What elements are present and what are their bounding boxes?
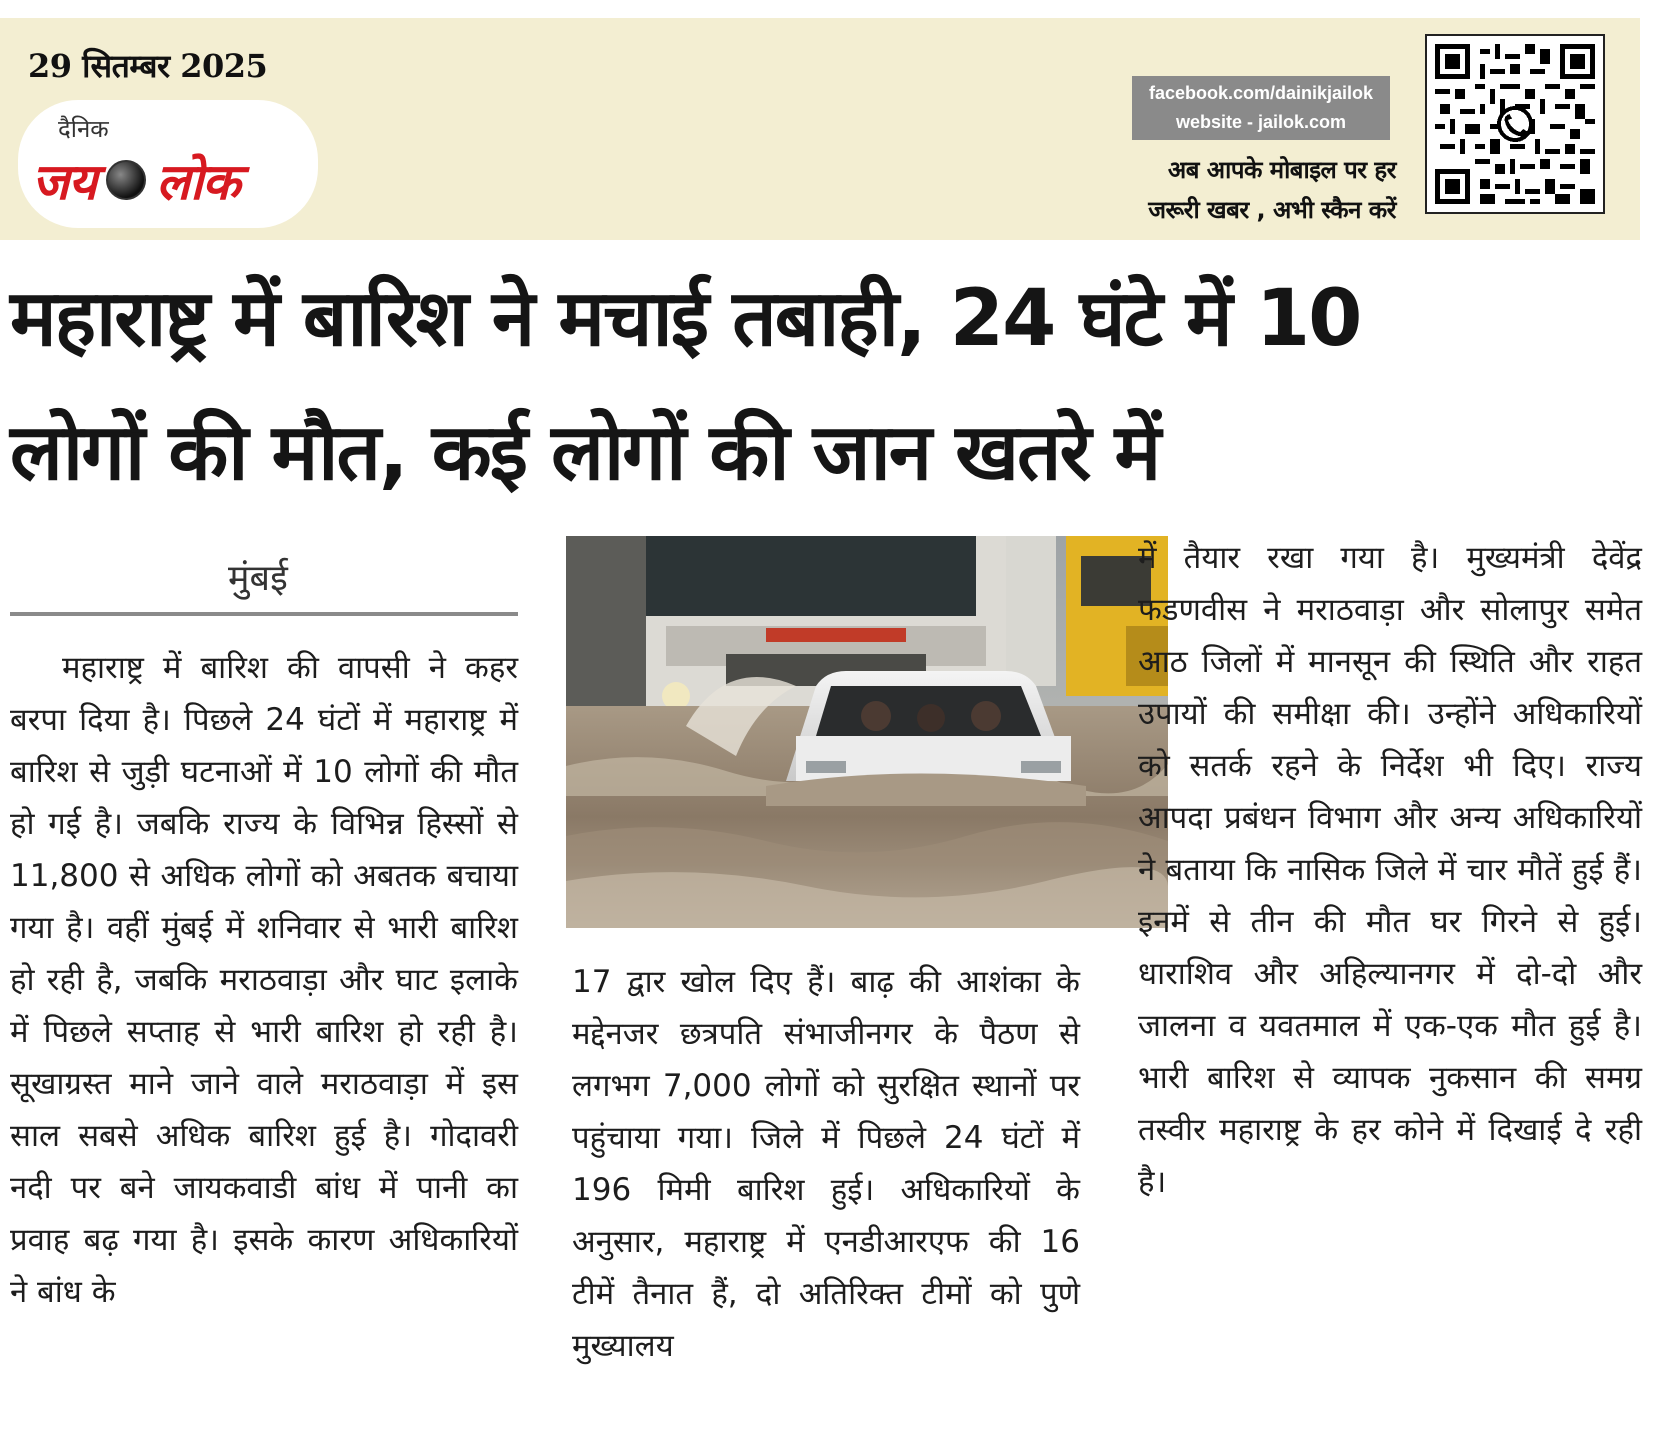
flood-photo <box>566 536 1168 928</box>
logo-word-lok: लोक <box>156 153 240 211</box>
article-column-1 <box>10 642 518 1318</box>
flood-photo-illustration <box>566 536 1168 928</box>
logo-word-jay: जय <box>32 153 97 211</box>
globe-icon <box>106 160 146 200</box>
article-column-2 <box>572 956 1080 1372</box>
qr-code-icon[interactable] <box>1425 34 1605 214</box>
article-column-3-text: में तैयार रखा गया है। मुख्यमंत्री देवेंद्र फडणवीस ने मराठवाड़ा और सोलापुर समेत आठ जिलों में मानसून की स्थिति और राहत उपायों की समीक्षा की। उन्होंने अधिकारियों को सतर्क रहने के निर्देश भी दिए। राज्य आपदा प्रबंधन विभाग और अन्य अधिकारियों ने बताया कि नासिक जिले में चार मौतें हुई हैं। इनमें से तीन की मौत घर गिरने से हुई। धाराशिव और अहिल्यानगर में दो-दो और जालना व यवतमाल में एक-एक मौत हुई है। भारी बारिश से व्यापक नुकसान की समग्र तस्वीर महाराष्ट्र के हर कोने में दिखाई दे रही है। <box>1138 540 1642 1200</box>
scan-prompt-line1: अब आपके मोबाइल पर हर <box>1167 156 1396 184</box>
scan-prompt-line2: जरूरी खबर , अभी स्कैन करें <box>1148 196 1396 224</box>
scan-prompt <box>1126 150 1396 230</box>
masthead <box>0 18 1640 240</box>
headline <box>10 252 1640 520</box>
newspaper-logo <box>18 100 318 228</box>
dateline: मुंबई <box>228 558 288 599</box>
article-column-3 <box>1138 532 1642 1208</box>
article-column-1-text: महाराष्ट्र में बारिश की वापसी ने कहर बरपा दिया है। पिछले 24 घंटों में महाराष्ट्र में बारिश से जुड़ी घटनाओं में 10 लोगों की मौत हो गई है। जबकि राज्य के विभिन्न हिस्सों से 11,800 से अधिक लोगों को अबतक बचाया गया है। वहीं मुंबई में शनिवार से भारी बारिश हो रही है, जबकि मराठवाड़ा और घाट इलाके में पिछले सप्ताह से भारी बारिश हो रही है। सूखाग्रस्त माने जाने वाले मराठवाड़ा में इस साल सबसे अधिक बारिश हुई है। गोदावरी नदी पर बने जायकवाडी बांध में पानी का प्रवाह बढ़ गया है। इसके कारण अधिकारियों ने बांध के <box>10 650 518 1310</box>
qr-code-graphic <box>1435 44 1595 204</box>
website-link[interactable]: website - jailok.com <box>1175 112 1347 132</box>
dateline-rule <box>10 612 518 616</box>
logo-dainik: दैनिक <box>58 115 109 143</box>
social-links-box <box>1132 76 1390 140</box>
article-column-2-text: 17 द्वार खोल दिए हैं। बाढ़ की आशंका के मद्देनजर छत्रपति संभाजीनगर के पैठण से लगभग 7,000 लोगों को सुरक्षित स्थानों पर पहुंचाया गया। जिले में पिछले 24 घंटों में 196 मिमी बारिश हुई। अधिकारियों के अनुसार, महाराष्ट्र में एनडीआरएफ की 16 टीमें तैनात हैं, दो अतिरिक्त टीमों को पुणे मुख्यालय <box>572 964 1080 1364</box>
logo-wordmark <box>32 146 239 214</box>
issue-date: 29 सितम्बर 2025 <box>28 47 268 85</box>
headline-line2: लोगों की मौत, कई लोगों की जान खतरे में <box>10 408 1160 498</box>
headline-line1: महाराष्ट्र में बारिश ने मचाई तबाही, 24 घंटे में 10 <box>10 274 1361 364</box>
facebook-link[interactable]: facebook.com/dainikjailok <box>1148 83 1374 103</box>
